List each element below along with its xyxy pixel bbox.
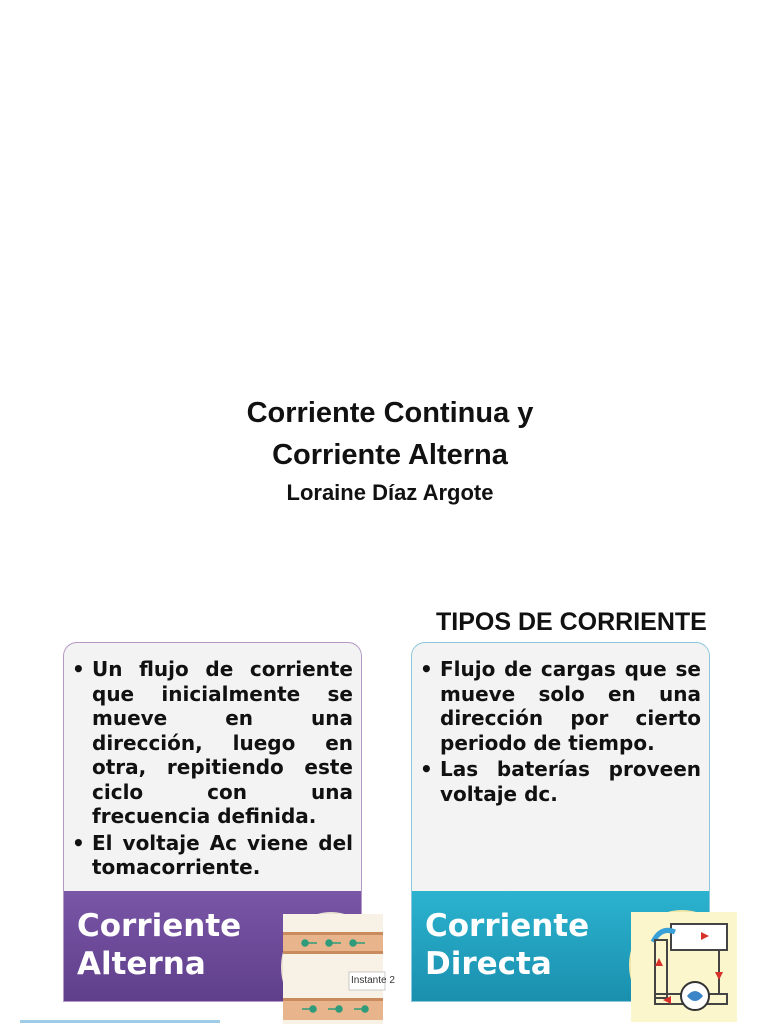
band-title-line-2: Alterna <box>77 946 206 982</box>
title-line-1: Corriente Continua y <box>246 397 534 429</box>
bullet-list <box>412 643 709 806</box>
title-block <box>0 392 780 510</box>
author-name: Loraine Díaz Argote <box>286 480 494 505</box>
section-heading: TIPOS DE CORRIENTE <box>436 608 707 636</box>
bottom-divider <box>20 1020 220 1023</box>
alternating-current-illustration <box>281 912 395 1022</box>
water-circuit-diagram-icon <box>631 912 737 1022</box>
charges-diagram-icon <box>283 914 383 1024</box>
bullet-item: • Las baterías proveen voltaje dc. <box>440 757 701 806</box>
band-title-line-2: Directa <box>425 946 552 982</box>
band-title-line-1: Corriente <box>77 908 242 944</box>
image-label: Instante 2 <box>351 975 395 986</box>
direct-current-illustration <box>629 910 735 1020</box>
bullet-item: • Un flujo de corriente que inicialmente se mueve en una dirección, luego en otra, repitiendo este ciclo con una frecuencia definida. <box>92 657 353 829</box>
title-line-2: Corriente Alterna <box>272 439 508 471</box>
bullet-list <box>64 643 361 880</box>
band-title-line-1: Corriente <box>425 908 590 944</box>
bullet-item: • El voltaje Ac viene del tomacorriente. <box>92 831 353 880</box>
bullet-item: • Flujo de cargas que se mueve solo en una dirección por cierto periodo de tiempo. <box>440 657 701 755</box>
